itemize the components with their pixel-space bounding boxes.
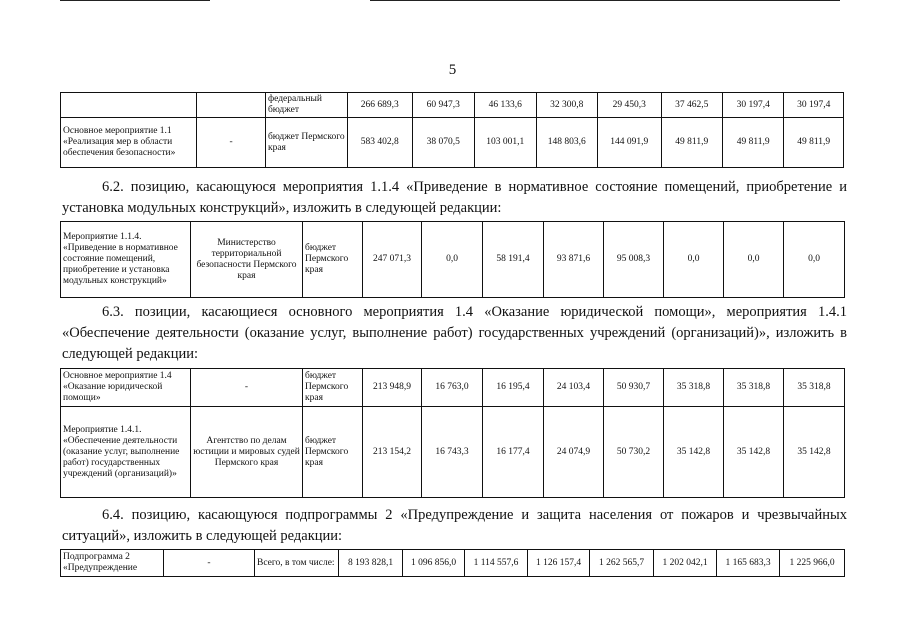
cell-value: 30 197,4 bbox=[723, 93, 784, 118]
cell-source: бюджет Пермского края bbox=[303, 369, 363, 407]
cell-value: 35 318,8 bbox=[664, 369, 724, 407]
cell-value: 32 300,8 bbox=[536, 93, 597, 118]
top-rule-right bbox=[370, 0, 840, 1]
paragraph-6-4 bbox=[62, 505, 847, 547]
table-row bbox=[61, 118, 844, 168]
cell-executor: Министерство территориальной безопасности Пермского края bbox=[191, 222, 303, 298]
cell-name: Мероприятие 1.4.1. «Обеспечение деятельности (оказание услуг, выполнение работ) государственных учреждений (организаций)» bbox=[61, 407, 191, 498]
cell-source: бюджет Пермского края bbox=[265, 118, 347, 168]
cell-value: 1 202 042,1 bbox=[654, 550, 717, 577]
cell-executor: Агентство по делам юстиции и мировых судей Пермского края bbox=[191, 407, 303, 498]
cell-value: 49 811,9 bbox=[784, 118, 844, 168]
cell-value: 50 730,2 bbox=[604, 407, 664, 498]
cell-value: 95 008,3 bbox=[604, 222, 664, 298]
cell-source: Всего, в том числе: bbox=[255, 550, 339, 577]
budget-table-2 bbox=[60, 221, 845, 298]
cell-value: 144 091,9 bbox=[597, 118, 661, 168]
cell-value: 213 948,9 bbox=[363, 369, 422, 407]
cell-value: 0,0 bbox=[422, 222, 483, 298]
paragraph-6-3 bbox=[62, 302, 847, 365]
cell-value: 16 177,4 bbox=[483, 407, 544, 498]
cell-value: 1 126 157,4 bbox=[528, 550, 590, 577]
cell-name: Подпрограмма 2 «Предупреждение bbox=[61, 550, 164, 577]
cell-value: 29 450,3 bbox=[597, 93, 661, 118]
cell-name: Основное мероприятие 1.1 «Реализация мер в области обеспечения безопасности» bbox=[61, 118, 197, 168]
cell-value: 38 070,5 bbox=[412, 118, 475, 168]
table-row bbox=[61, 407, 845, 498]
cell-value: 49 811,9 bbox=[661, 118, 722, 168]
cell-value: 50 930,7 bbox=[604, 369, 664, 407]
cell-value: 93 871,6 bbox=[544, 222, 604, 298]
cell-value: 266 689,3 bbox=[347, 93, 412, 118]
cell-value: 0,0 bbox=[724, 222, 784, 298]
cell-value: 35 142,8 bbox=[724, 407, 784, 498]
cell-source: федеральный бюджет bbox=[265, 93, 347, 118]
cell-value: 24 103,4 bbox=[544, 369, 604, 407]
cell-value: 1 096 856,0 bbox=[403, 550, 465, 577]
cell-value: 60 947,3 bbox=[412, 93, 475, 118]
cell-name bbox=[61, 93, 197, 118]
cell-value: 35 142,8 bbox=[664, 407, 724, 498]
page-number: 5 bbox=[448, 62, 457, 78]
cell-value: 16 743,3 bbox=[422, 407, 483, 498]
table-row bbox=[61, 369, 845, 407]
cell-value: 148 803,6 bbox=[536, 118, 597, 168]
cell-value: 16 195,4 bbox=[483, 369, 544, 407]
cell-name: Основное мероприятие 1.4 «Оказание юридической помощи» bbox=[61, 369, 191, 407]
cell-value: 24 074,9 bbox=[544, 407, 604, 498]
cell-value: 46 133,6 bbox=[475, 93, 536, 118]
cell-value: 583 402,8 bbox=[347, 118, 412, 168]
table-row bbox=[61, 550, 845, 577]
cell-value: 16 763,0 bbox=[422, 369, 483, 407]
budget-table-4 bbox=[60, 549, 845, 577]
cell-source: бюджет Пермского края bbox=[303, 222, 363, 298]
cell-value: 35 318,8 bbox=[784, 369, 845, 407]
cell-executor bbox=[197, 93, 266, 118]
top-rule-left bbox=[60, 0, 210, 1]
table-row bbox=[61, 222, 845, 298]
cell-source: бюджет Пермского края bbox=[303, 407, 363, 498]
cell-value: 0,0 bbox=[664, 222, 724, 298]
paragraph-6-2 bbox=[62, 177, 847, 219]
cell-value: 35 318,8 bbox=[724, 369, 784, 407]
cell-value: 0,0 bbox=[784, 222, 845, 298]
cell-value: 37 462,5 bbox=[661, 93, 722, 118]
cell-value: 1 262 565,7 bbox=[590, 550, 654, 577]
cell-value: 247 071,3 bbox=[363, 222, 422, 298]
paragraph-6-4-text: 6.4. позицию, касающуюся подпрограммы 2 «Предупреждение и защита населения от пожаров и чрезвычайных ситуаций», изложить в следующей редакции: bbox=[62, 507, 847, 544]
cell-executor: - bbox=[191, 369, 303, 407]
paragraph-6-2-text: 6.2. позицию, касающуюся мероприятия 1.1.4 «Приведение в нормативное состояние помещений, приобретение и установка модульных конструкций», изложить в следующей редакции: bbox=[62, 179, 847, 216]
cell-value: 103 001,1 bbox=[475, 118, 536, 168]
budget-table-3 bbox=[60, 368, 845, 498]
cell-name: Мероприятие 1.1.4. «Приведение в нормативное состояние помещений, приобретение и установка модульных конструкций» bbox=[61, 222, 191, 298]
table-row bbox=[61, 93, 844, 118]
cell-value: 35 142,8 bbox=[784, 407, 845, 498]
cell-value: 49 811,9 bbox=[723, 118, 784, 168]
cell-value: 1 114 557,6 bbox=[465, 550, 528, 577]
cell-value: 1 225 966,0 bbox=[780, 550, 845, 577]
budget-table-1 bbox=[60, 92, 844, 168]
cell-value: 1 165 683,3 bbox=[717, 550, 780, 577]
cell-value: 8 193 828,1 bbox=[339, 550, 403, 577]
cell-executor: - bbox=[197, 118, 266, 168]
cell-value: 213 154,2 bbox=[363, 407, 422, 498]
cell-executor: - bbox=[164, 550, 255, 577]
paragraph-6-3-text: 6.3. позиции, касающиеся основного мероприятия 1.4 «Оказание юридической помощи», мероприятия 1.4.1 «Обеспечение деятельности (оказание услуг, выполнение работ) государственных учреждений (организаций)», изложить в следующей редакции: bbox=[62, 304, 847, 362]
cell-value: 58 191,4 bbox=[483, 222, 544, 298]
cell-value: 30 197,4 bbox=[784, 93, 844, 118]
